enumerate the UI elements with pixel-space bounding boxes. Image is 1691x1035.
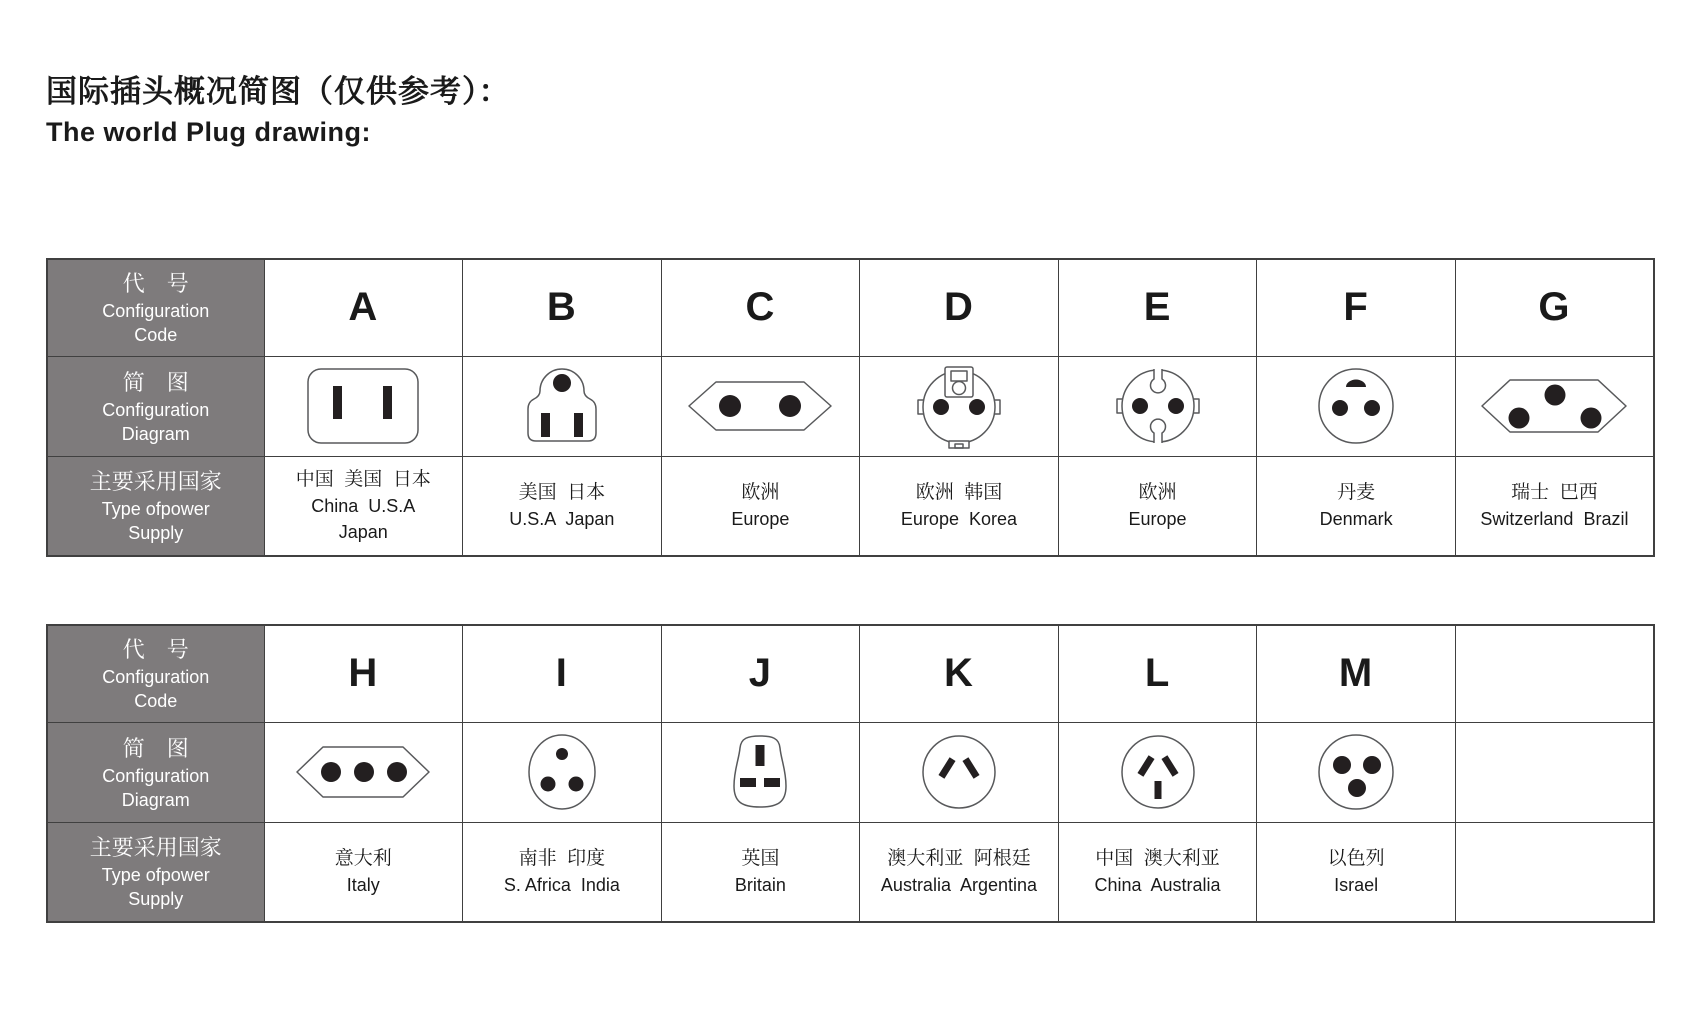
- countries-h: 意大利 Italy: [264, 822, 463, 922]
- diagram-cell-a: [264, 356, 463, 456]
- plug-m-icon: [1316, 732, 1396, 812]
- code-f: F: [1257, 259, 1456, 356]
- code-empty: [1455, 625, 1654, 722]
- diagram-cell-m: [1257, 722, 1456, 822]
- code-e: E: [1058, 259, 1257, 356]
- page-title-zh: 国际插头概况简图（仅供参考）：: [46, 74, 511, 109]
- diagram-cell-d: [860, 356, 1059, 456]
- diagram-cell-l: [1058, 722, 1257, 822]
- countries-c: 欧洲 Europe: [661, 456, 860, 556]
- plug-d-icon: [916, 363, 1002, 449]
- countries-b: 美国 日本 U.S.A Japan: [463, 456, 662, 556]
- plug-f-icon: [1316, 366, 1396, 446]
- plug-table-bottom: [46, 624, 1655, 923]
- plug-l-icon: [1119, 733, 1197, 811]
- diagram-cell-empty: [1455, 722, 1654, 822]
- diagram-cell-j: [661, 722, 860, 822]
- countries-m: 以色列 Israel: [1257, 822, 1456, 922]
- plug-table-top: [46, 258, 1655, 557]
- code-a: A: [264, 259, 463, 356]
- countries-i: 南非 印度 S. Africa India: [463, 822, 662, 922]
- countries-empty: [1455, 822, 1654, 922]
- code-j: J: [661, 625, 860, 722]
- plug-b-icon: [524, 367, 600, 445]
- page-header: [46, 66, 511, 148]
- countries-e: 欧洲 Europe: [1058, 456, 1257, 556]
- diagram-cell-i: [463, 722, 662, 822]
- plug-a-icon: [291, 365, 436, 447]
- plug-j-icon: [726, 732, 794, 812]
- row-header-supply-2: 主要采用国家 Type ofpower Supply: [47, 822, 264, 922]
- row-header-diagram: 简 图 Configuration Diagram: [47, 356, 264, 456]
- code-b: B: [463, 259, 662, 356]
- countries-l: 中国 澳大利亚 China Australia: [1058, 822, 1257, 922]
- countries-j: 英国 Britain: [661, 822, 860, 922]
- code-h: H: [264, 625, 463, 722]
- row-header-code: 代 号 Configuration Code: [47, 259, 264, 356]
- plug-k-icon: [920, 733, 998, 811]
- countries-f: 丹麦 Denmark: [1257, 456, 1456, 556]
- page-title-en: The world Plug drawing:: [46, 117, 371, 147]
- countries-k: 澳大利亚 阿根廷 Australia Argentina: [860, 822, 1059, 922]
- plug-g-icon: [1478, 375, 1630, 437]
- plug-c-icon: [685, 377, 835, 435]
- code-c: C: [661, 259, 860, 356]
- plug-e-icon: [1115, 363, 1201, 449]
- diagram-cell-b: [463, 356, 662, 456]
- code-k: K: [860, 625, 1059, 722]
- code-l: L: [1058, 625, 1257, 722]
- plug-i-icon: [525, 732, 599, 812]
- row-header-supply: 主要采用国家 Type ofpower Supply: [47, 456, 264, 556]
- diagram-cell-k: [860, 722, 1059, 822]
- countries-g: 瑞士 巴西 Switzerland Brazil: [1455, 456, 1654, 556]
- countries-a: 中国 美国 日本 China U.S.A Japan: [264, 456, 463, 556]
- code-d: D: [860, 259, 1059, 356]
- diagram-cell-h: [264, 722, 463, 822]
- code-i: I: [463, 625, 662, 722]
- code-g: G: [1455, 259, 1654, 356]
- plug-h-icon: [293, 743, 433, 801]
- row-header-code-2: 代 号 Configuration Code: [47, 625, 264, 722]
- diagram-cell-c: [661, 356, 860, 456]
- diagram-cell-g: [1455, 356, 1654, 456]
- countries-d: 欧洲 韩国 Europe Korea: [860, 456, 1059, 556]
- diagram-cell-e: [1058, 356, 1257, 456]
- code-m: M: [1257, 625, 1456, 722]
- row-header-diagram-2: 简 图 Configuration Diagram: [47, 722, 264, 822]
- diagram-cell-f: [1257, 356, 1456, 456]
